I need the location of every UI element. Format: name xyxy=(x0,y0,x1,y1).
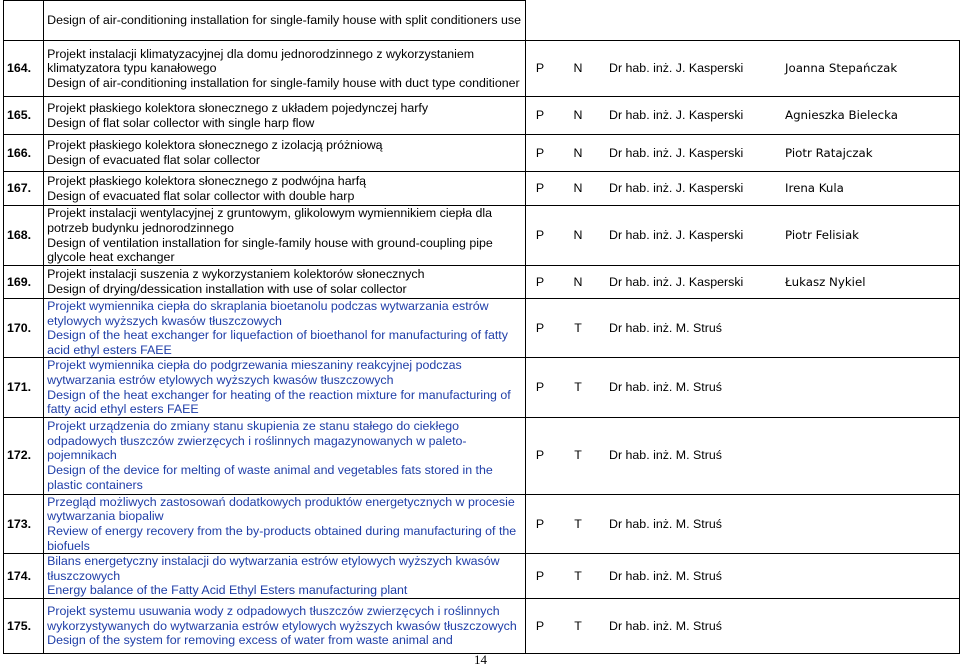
thesis-type-secondary: T xyxy=(574,516,582,531)
thesis-type-secondary: N xyxy=(573,145,583,160)
topic-title-line-en: Energy balance of the Fatty Acid Ethyl Esters manufacturing plant xyxy=(47,583,408,598)
supervisor-name: Dr hab. inż. J. Kasperski xyxy=(609,228,744,243)
thesis-type: P xyxy=(535,228,545,243)
topic-title xyxy=(44,41,526,97)
supervisor-name: Dr hab. inż. J. Kasperski xyxy=(609,61,744,76)
supervision-cell xyxy=(526,554,960,599)
row-number: 174. xyxy=(4,554,44,599)
topic-title xyxy=(44,266,526,299)
supervisor-name: Dr hab. inż. M. Struś xyxy=(609,380,722,395)
topic-title xyxy=(44,172,526,206)
supervision-info xyxy=(529,517,956,532)
student-name: Łukasz Nykiel xyxy=(785,274,866,289)
page-number: 14 xyxy=(474,652,487,667)
supervision-cell xyxy=(526,97,960,135)
supervision-info xyxy=(529,380,956,395)
topic-title-line-en: Design of evacuated flat solar collector xyxy=(47,153,260,167)
topic-title xyxy=(44,135,526,172)
thesis-type: P xyxy=(535,145,545,160)
topic-title-line-en: Design of the device for melting of waste animal and vegetables fats stored in the plastic containers xyxy=(47,463,493,492)
table-row xyxy=(4,1,960,41)
topic-title-line: Projekt wymiennika ciepła do podgrzewania mieszaniny reakcyjnej podczas wytwarzania estrów etylowych wyższych kwasów tłuszczowych xyxy=(47,358,462,387)
supervision-cell xyxy=(526,172,960,206)
supervision-info xyxy=(529,181,956,196)
table-body xyxy=(4,1,960,654)
supervision-info xyxy=(529,448,956,463)
topic-title xyxy=(44,358,526,417)
topic-title xyxy=(44,206,526,266)
row-number: 168. xyxy=(4,206,44,266)
supervision-info xyxy=(529,108,956,123)
supervision-info xyxy=(529,321,956,336)
thesis-type: P xyxy=(535,380,545,395)
supervisor-name: Dr hab. inż. M. Struś xyxy=(609,448,722,463)
thesis-type-secondary: N xyxy=(573,61,583,76)
student-name: Piotr Felisiak xyxy=(785,228,860,243)
student-name: Agnieszka Bielecka xyxy=(785,108,899,123)
supervisor-name: Dr hab. inż. M. Struś xyxy=(609,516,722,531)
supervisor-name: Dr hab. inż. J. Kasperski xyxy=(609,181,744,196)
table-row xyxy=(4,206,960,266)
table-row xyxy=(4,417,960,494)
topic-title-line: Przegląd możliwych zastosowań dodatkowych produktów energetycznych w procesie wytwarzania biopaliw xyxy=(47,494,515,524)
row-number: 166. xyxy=(4,135,44,172)
topic-title-line-en: Design of drying/dessication installation with use of solar collector xyxy=(47,282,407,296)
supervision-info xyxy=(529,61,956,76)
table-row xyxy=(4,266,960,299)
topic-title-line: Projekt systemu usuwania wody z odpadowych tłuszczów zwierzęcych i roślinnych wykorzystywanych do wytwarzania estrów etylowych wyższych kwasów tłuszczowych xyxy=(47,604,517,633)
table-row xyxy=(4,172,960,206)
thesis-type-secondary: T xyxy=(574,380,582,395)
topic-title-line-en: Review of energy recovery from the by-products obtained during manufacturing of the biofuels xyxy=(47,523,517,553)
supervisor-name: Dr hab. inż. J. Kasperski xyxy=(609,145,744,160)
table-row xyxy=(4,97,960,135)
topic-title-line: Projekt wymiennika ciepła do skraplania bioetanolu podczas wytwarzania estrów etylowych wyższych kwasów tłuszczowych xyxy=(47,299,489,328)
thesis-type: P xyxy=(535,320,545,335)
topic-title-line: Projekt instalacji suszenia z wykorzystaniem kolektorów słonecznych xyxy=(47,267,425,282)
topic-title xyxy=(44,417,526,494)
supervision-cell xyxy=(526,206,960,266)
supervision-info xyxy=(529,146,956,161)
row-number: 173. xyxy=(4,494,44,553)
topic-title-line-en: Design of air-conditioning installation for single-family house with duct type conditioner xyxy=(47,75,520,90)
thesis-type: P xyxy=(535,568,545,583)
thesis-type-secondary: T xyxy=(574,568,582,583)
thesis-type: P xyxy=(535,516,545,531)
topic-title-line: Projekt instalacji wentylacyjnej z gruntowym, glikolowym wymiennikiem ciepła dla potrzeb budynku jednorodzinnego xyxy=(47,206,492,235)
thesis-type-secondary: T xyxy=(574,320,582,335)
supervisor-name: Dr hab. inż. M. Struś xyxy=(609,320,722,335)
thesis-type-secondary: T xyxy=(574,448,582,463)
table-row xyxy=(4,554,960,599)
table-row xyxy=(4,41,960,97)
table-row xyxy=(4,598,960,653)
supervision-cell xyxy=(526,494,960,553)
thesis-type-secondary: N xyxy=(573,228,583,243)
row-number xyxy=(4,1,44,41)
thesis-type: P xyxy=(535,61,545,76)
supervisor-name: Dr hab. inż. M. Struś xyxy=(609,618,722,633)
topic-title-line: Projekt płaskiego kolektora słonecznego z podwójna harfą xyxy=(47,173,367,188)
supervisor-name: Dr hab. inż. M. Struś xyxy=(609,568,722,583)
table-row xyxy=(4,135,960,172)
topic-title xyxy=(44,97,526,135)
topic-title-line: Projekt płaskiego kolektora słonecznego z izolacją próżniową xyxy=(47,138,383,153)
thesis-type: P xyxy=(535,618,545,633)
supervision-cell xyxy=(526,358,960,417)
topic-title-line-en: Design of ventilation installation for single-family house with ground-coupling pipe glycole heat exchanger xyxy=(47,235,493,265)
supervision-info xyxy=(529,619,956,634)
supervision-cell xyxy=(526,299,960,358)
topic-title-line: Bilans energetyczny instalacji do wytwarzania estrów etylowych wyższych kwasów tłuszczowych xyxy=(47,554,500,583)
topic-title-line-en: Design of flat solar collector with single harp flow xyxy=(47,115,315,130)
topic-title-line: Projekt urządzenia do zmiany stanu skupienia ze stanu stałego do ciekłego odpadowych tłuszczów zwierzęcych i roślinnych magazynowanych w paleto-pojemnikach xyxy=(47,419,467,463)
row-number: 164. xyxy=(4,41,44,97)
topic-title xyxy=(44,1,526,41)
row-number: 165. xyxy=(4,97,44,135)
thesis-type: P xyxy=(535,108,545,123)
student-name: Irena Kula xyxy=(785,181,844,196)
student-name: Joanna Stepańczak xyxy=(785,61,898,76)
supervisor-name: Dr hab. inż. J. Kasperski xyxy=(609,274,744,289)
table-row xyxy=(4,358,960,417)
table-row xyxy=(4,299,960,358)
row-number: 169. xyxy=(4,266,44,299)
row-number: 172. xyxy=(4,417,44,494)
row-number: 170. xyxy=(4,299,44,358)
thesis-topics-table xyxy=(3,0,960,654)
topic-title-line: Design of air-conditioning installation for single-family house with split conditioners use xyxy=(47,13,521,28)
supervision-cell xyxy=(526,598,960,653)
supervision-info xyxy=(529,228,956,243)
supervision-info xyxy=(529,569,956,584)
thesis-type: P xyxy=(535,181,545,196)
topic-title-line-en: Design of the heat exchanger for liquefaction of bioethanol for manufacturing of fatty acid ethyl esters FAEE xyxy=(47,328,508,357)
topic-title-line-en: Design of the system for removing excess of water from waste animal and xyxy=(47,633,453,648)
topic-title-line-en: Design of evacuated flat solar collector with double harp xyxy=(47,188,355,203)
topic-title-line: Projekt płaskiego kolektora słonecznego z układem pojedynczej harfy xyxy=(47,100,429,115)
supervision-cell xyxy=(526,135,960,172)
thesis-type-secondary: N xyxy=(573,274,583,289)
row-number: 167. xyxy=(4,172,44,206)
row-number: 175. xyxy=(4,598,44,653)
topic-title xyxy=(44,299,526,358)
topic-title xyxy=(44,598,526,653)
thesis-type-secondary: N xyxy=(573,181,583,196)
supervision-cell xyxy=(526,266,960,299)
supervision-cell xyxy=(526,417,960,494)
student-name: Piotr Ratajczak xyxy=(785,145,873,160)
topic-title xyxy=(44,494,526,553)
supervision-cell xyxy=(526,41,960,97)
topic-title-line: Projekt instalacji klimatyzacyjnej dla domu jednorodzinnego z wykorzystaniem klimatyzatora typu kanałowego xyxy=(47,46,475,76)
row-number: 171. xyxy=(4,358,44,417)
thesis-type-secondary: T xyxy=(574,618,582,633)
topic-title-line-en: Design of the heat exchanger for heating of the reaction mixture for manufacturing of fatty acid ethyl esters FAEE xyxy=(47,387,511,417)
supervision-info xyxy=(529,275,956,290)
thesis-type: P xyxy=(535,448,545,463)
supervisor-name: Dr hab. inż. J. Kasperski xyxy=(609,108,744,123)
thesis-type: P xyxy=(535,274,545,289)
topic-title xyxy=(44,554,526,599)
thesis-type-secondary: N xyxy=(573,108,583,123)
table-row xyxy=(4,494,960,553)
supervision-cell xyxy=(526,1,960,41)
